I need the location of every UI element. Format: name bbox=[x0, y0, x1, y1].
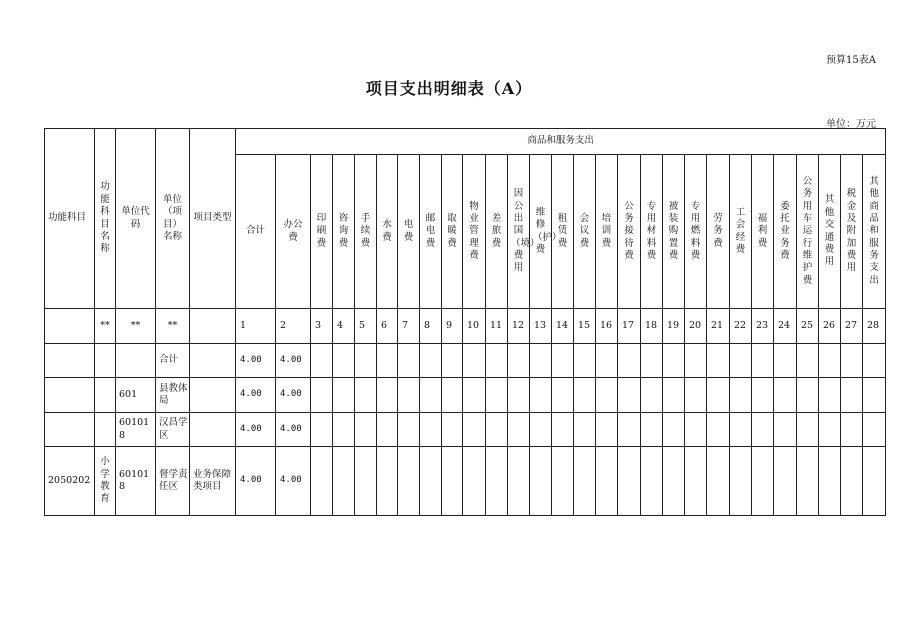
header-col-19: 被装购置费 bbox=[663, 155, 685, 309]
cell-empty bbox=[486, 378, 508, 413]
index-number: 13 bbox=[530, 309, 552, 344]
header-row-group bbox=[45, 129, 886, 155]
header-col-4: 咨询费 bbox=[333, 155, 355, 309]
cell-empty bbox=[752, 447, 774, 516]
cell-empty bbox=[508, 344, 530, 378]
cell-empty bbox=[618, 378, 641, 413]
cell-empty bbox=[797, 344, 819, 378]
cell-empty bbox=[574, 447, 596, 516]
header-col-15: 会议费 bbox=[574, 155, 596, 309]
index-number: 22 bbox=[730, 309, 752, 344]
cell-empty bbox=[641, 378, 663, 413]
cell-func-name bbox=[95, 413, 116, 447]
header-col-6: 水费 bbox=[377, 155, 398, 309]
cell-empty bbox=[398, 447, 420, 516]
index-number: 9 bbox=[442, 309, 463, 344]
index-number: 20 bbox=[685, 309, 707, 344]
cell-empty bbox=[463, 344, 486, 378]
cell-empty bbox=[685, 344, 707, 378]
header-col-5: 手续费 bbox=[355, 155, 377, 309]
cell-func-name bbox=[95, 378, 116, 413]
cell-func-name: 小学教育 bbox=[95, 447, 116, 516]
index-number: 10 bbox=[463, 309, 486, 344]
cell-func-subject bbox=[45, 378, 95, 413]
cell-empty bbox=[707, 413, 730, 447]
cell-unit-code: 601018 bbox=[116, 447, 156, 516]
cell-project-type bbox=[190, 344, 236, 378]
cell-empty bbox=[819, 413, 841, 447]
header-col-10: 物业管理费 bbox=[463, 155, 486, 309]
cell-empty bbox=[863, 378, 886, 413]
header-func-name: 功能科目名称 bbox=[95, 129, 116, 309]
cell-empty bbox=[574, 378, 596, 413]
header-col-24: 委托业务费 bbox=[774, 155, 797, 309]
cell-empty bbox=[797, 413, 819, 447]
cell-empty bbox=[377, 413, 398, 447]
cell-empty bbox=[311, 344, 333, 378]
header-col-11: 差旅费 bbox=[486, 155, 508, 309]
cell-unit-name: 县教体局 bbox=[156, 378, 190, 413]
cell-project-type: 业务保障类项目 bbox=[190, 447, 236, 516]
cell-empty bbox=[863, 447, 886, 516]
header-col-9: 取暖费 bbox=[442, 155, 463, 309]
index-number: 23 bbox=[752, 309, 774, 344]
cell-empty bbox=[663, 413, 685, 447]
index-number: 6 bbox=[377, 309, 398, 344]
cell-empty bbox=[641, 344, 663, 378]
cell-empty bbox=[530, 378, 552, 413]
index-number: 4 bbox=[333, 309, 355, 344]
cell-empty bbox=[311, 413, 333, 447]
index-number: 16 bbox=[596, 309, 618, 344]
index-number: 11 bbox=[486, 309, 508, 344]
cell-empty bbox=[333, 378, 355, 413]
cell-empty bbox=[552, 447, 574, 516]
header-project-type: 项目类型 bbox=[190, 129, 236, 309]
header-col-13: 维修（护）费 bbox=[530, 155, 552, 309]
index-number: 26 bbox=[819, 309, 841, 344]
cell-empty bbox=[420, 344, 442, 378]
cell-empty bbox=[641, 413, 663, 447]
cell-func-subject bbox=[45, 413, 95, 447]
cell-empty bbox=[685, 378, 707, 413]
index-cell-e bbox=[190, 309, 236, 344]
header-col-2: 办公费 bbox=[276, 155, 311, 309]
cell-empty bbox=[618, 344, 641, 378]
cell-empty bbox=[752, 344, 774, 378]
index-cell-a bbox=[45, 309, 95, 344]
cell-empty bbox=[685, 447, 707, 516]
cell-empty bbox=[355, 378, 377, 413]
cell-empty bbox=[552, 413, 574, 447]
cell-empty bbox=[530, 447, 552, 516]
index-number: 3 bbox=[311, 309, 333, 344]
cell-empty bbox=[863, 344, 886, 378]
cell-office: 4.00 bbox=[276, 413, 311, 447]
cell-empty bbox=[333, 447, 355, 516]
cell-empty bbox=[377, 378, 398, 413]
cell-empty bbox=[377, 447, 398, 516]
header-unit-name: 单位（项目）名称 bbox=[156, 129, 190, 309]
index-number: 1 bbox=[236, 309, 276, 344]
cell-empty bbox=[442, 413, 463, 447]
cell-empty bbox=[311, 378, 333, 413]
index-number: 19 bbox=[663, 309, 685, 344]
cell-empty bbox=[730, 378, 752, 413]
cell-empty bbox=[355, 447, 377, 516]
index-number: 17 bbox=[618, 309, 641, 344]
cell-empty bbox=[420, 378, 442, 413]
header-unit-code: 单位代码 bbox=[116, 129, 156, 309]
cell-empty bbox=[463, 413, 486, 447]
cell-project-type bbox=[190, 413, 236, 447]
index-number: 12 bbox=[508, 309, 530, 344]
index-number: 14 bbox=[552, 309, 574, 344]
index-number: 5 bbox=[355, 309, 377, 344]
cell-project-type bbox=[190, 378, 236, 413]
cell-empty bbox=[442, 447, 463, 516]
header-col-22: 工会经费 bbox=[730, 155, 752, 309]
cell-empty bbox=[730, 447, 752, 516]
cell-empty bbox=[442, 378, 463, 413]
index-cell-b: ** bbox=[95, 309, 116, 344]
cell-empty bbox=[797, 447, 819, 516]
cell-func-name bbox=[95, 344, 116, 378]
header-col-26: 其他交通费用 bbox=[819, 155, 841, 309]
cell-empty bbox=[641, 447, 663, 516]
cell-empty bbox=[841, 413, 863, 447]
expenditure-table bbox=[44, 128, 886, 516]
cell-empty bbox=[574, 413, 596, 447]
cell-empty bbox=[311, 447, 333, 516]
cell-empty bbox=[663, 344, 685, 378]
cell-empty bbox=[530, 413, 552, 447]
cell-empty bbox=[707, 344, 730, 378]
header-col-23: 福利费 bbox=[752, 155, 774, 309]
cell-unit-code: 601 bbox=[116, 378, 156, 413]
cell-empty bbox=[596, 447, 618, 516]
cell-empty bbox=[420, 413, 442, 447]
header-col-3: 印刷费 bbox=[311, 155, 333, 309]
header-col-1: 合计 bbox=[236, 155, 276, 309]
cell-empty bbox=[774, 447, 797, 516]
cell-unit-name: 督学责任区 bbox=[156, 447, 190, 516]
cell-total: 4.00 bbox=[236, 378, 276, 413]
cell-empty bbox=[398, 378, 420, 413]
header-col-25: 公务用车运行维护费 bbox=[797, 155, 819, 309]
cell-empty bbox=[486, 447, 508, 516]
cell-empty bbox=[618, 413, 641, 447]
cell-empty bbox=[377, 344, 398, 378]
index-number: 21 bbox=[707, 309, 730, 344]
cell-empty bbox=[333, 413, 355, 447]
index-number: 8 bbox=[420, 309, 442, 344]
header-col-16: 培训费 bbox=[596, 155, 618, 309]
index-number: 24 bbox=[774, 309, 797, 344]
header-col-12: 因公出国（境）费用 bbox=[508, 155, 530, 309]
cell-total: 4.00 bbox=[236, 413, 276, 447]
cell-empty bbox=[355, 344, 377, 378]
index-number: 7 bbox=[398, 309, 420, 344]
cell-empty bbox=[730, 344, 752, 378]
cell-empty bbox=[596, 413, 618, 447]
cell-empty bbox=[863, 413, 886, 447]
cell-total: 4.00 bbox=[236, 344, 276, 378]
index-number: 18 bbox=[641, 309, 663, 344]
cell-empty bbox=[552, 344, 574, 378]
index-number: 2 bbox=[276, 309, 311, 344]
cell-empty bbox=[552, 378, 574, 413]
cell-empty bbox=[442, 344, 463, 378]
cell-empty bbox=[463, 447, 486, 516]
cell-empty bbox=[752, 413, 774, 447]
cell-office: 4.00 bbox=[276, 378, 311, 413]
cell-empty bbox=[819, 344, 841, 378]
cell-empty bbox=[508, 413, 530, 447]
cell-empty bbox=[508, 447, 530, 516]
cell-empty bbox=[797, 378, 819, 413]
cell-office: 4.00 bbox=[276, 447, 311, 516]
cell-empty bbox=[730, 413, 752, 447]
cell-empty bbox=[774, 344, 797, 378]
cell-empty bbox=[774, 378, 797, 413]
cell-empty bbox=[398, 344, 420, 378]
index-cell-c: ** bbox=[116, 309, 156, 344]
header-col-20: 专用燃料费 bbox=[685, 155, 707, 309]
table-row bbox=[45, 447, 886, 516]
cell-empty bbox=[841, 447, 863, 516]
index-number: 15 bbox=[574, 309, 596, 344]
header-col-27: 税金及附加费用 bbox=[841, 155, 863, 309]
cell-unit-name: 合计 bbox=[156, 344, 190, 378]
cell-empty bbox=[574, 344, 596, 378]
cell-empty bbox=[618, 447, 641, 516]
cell-empty bbox=[663, 378, 685, 413]
cell-office: 4.00 bbox=[276, 344, 311, 378]
header-col-7: 电费 bbox=[398, 155, 420, 309]
index-row bbox=[45, 309, 886, 344]
cell-empty bbox=[486, 344, 508, 378]
cell-empty bbox=[774, 413, 797, 447]
cell-empty bbox=[685, 413, 707, 447]
index-number: 25 bbox=[797, 309, 819, 344]
cell-empty bbox=[819, 378, 841, 413]
cell-empty bbox=[508, 378, 530, 413]
cell-total: 4.00 bbox=[236, 447, 276, 516]
cell-empty bbox=[596, 344, 618, 378]
cell-empty bbox=[707, 378, 730, 413]
table-row bbox=[45, 413, 886, 447]
cell-unit-name: 汉昌学区 bbox=[156, 413, 190, 447]
header-col-28: 其他商品和服务支出 bbox=[863, 155, 886, 309]
cell-empty bbox=[333, 344, 355, 378]
cell-empty bbox=[841, 344, 863, 378]
unit-label: 单位：万元 bbox=[826, 119, 876, 130]
cell-unit-code bbox=[116, 344, 156, 378]
cell-func-subject: 2050202 bbox=[45, 447, 95, 516]
index-number: 27 bbox=[841, 309, 863, 344]
table-code-label: 预算15表A bbox=[826, 55, 876, 66]
cell-empty bbox=[596, 378, 618, 413]
cell-empty bbox=[398, 413, 420, 447]
header-col-17: 公务接待费 bbox=[618, 155, 641, 309]
cell-empty bbox=[486, 413, 508, 447]
header-col-21: 劳务费 bbox=[707, 155, 730, 309]
cell-empty bbox=[663, 447, 685, 516]
header-func-subject: 功能科目 bbox=[45, 129, 95, 309]
table-row bbox=[45, 344, 886, 378]
cell-empty bbox=[355, 413, 377, 447]
table-row bbox=[45, 378, 886, 413]
cell-empty bbox=[463, 378, 486, 413]
cell-empty bbox=[530, 344, 552, 378]
index-cell-d: ** bbox=[156, 309, 190, 344]
cell-empty bbox=[420, 447, 442, 516]
cell-func-subject bbox=[45, 344, 95, 378]
cell-unit-code: 601018 bbox=[116, 413, 156, 447]
cell-empty bbox=[752, 378, 774, 413]
cell-empty bbox=[707, 447, 730, 516]
header-col-18: 专用材料费 bbox=[641, 155, 663, 309]
header-col-8: 邮电费 bbox=[420, 155, 442, 309]
index-number: 28 bbox=[863, 309, 886, 344]
header-group-goods-services: 商品和服务支出 bbox=[236, 129, 886, 155]
header-col-14: 租赁费 bbox=[552, 155, 574, 309]
page-title: 项目支出明细表（A） bbox=[365, 79, 533, 98]
cell-empty bbox=[819, 447, 841, 516]
cell-empty bbox=[841, 378, 863, 413]
